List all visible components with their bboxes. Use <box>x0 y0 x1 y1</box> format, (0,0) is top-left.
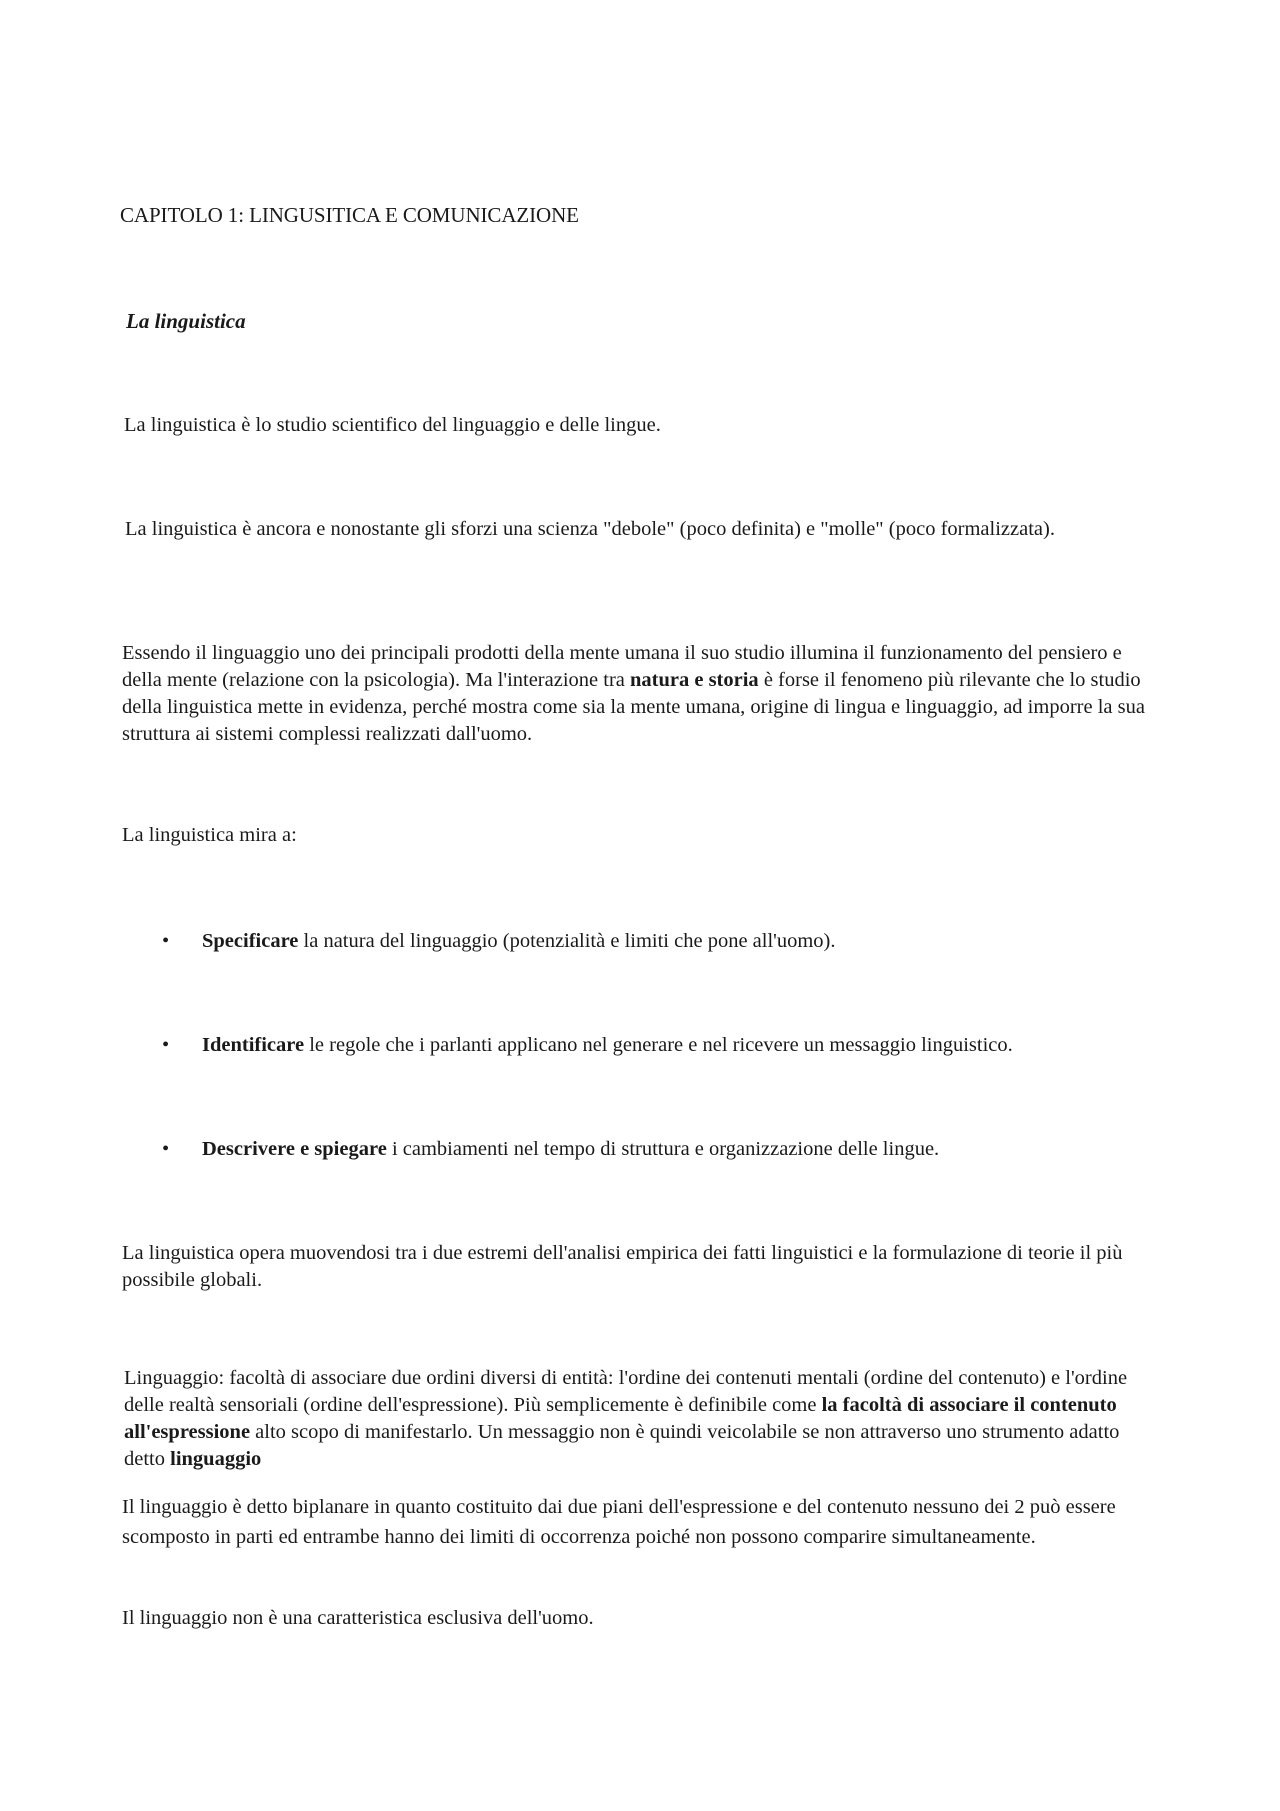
list-item <box>202 928 1182 955</box>
list-item-text: i cambiamenti nel tempo di struttura e organizzazione delle lingue. <box>386 1138 940 1160</box>
paragraph-definition: La linguistica è lo studio scientifico del linguaggio e delle lingue. <box>124 414 661 436</box>
p3-text-b: è forse il fenomeno più rilevante che lo studio della linguistica mette in evidenza, perché mostra come sia la mente umana, origine di lingua e linguaggio, ad imporre la sua struttura ai sistemi complessi realizzati dall'uomo. <box>122 669 1145 745</box>
list-item-text: la natura del linguaggio (potenzialità e limiti che pone all'uomo). <box>298 930 836 952</box>
list-item-bold: Specificare <box>202 930 299 952</box>
chapter-title: CAPITOLO 1: LINGUSITICA E COMUNICAZIONE <box>120 203 579 227</box>
list-item-bold: Identificare <box>202 1034 305 1056</box>
p6-bold-2: linguaggio <box>170 1448 262 1470</box>
list-item-bold: Descrivere e spiegare <box>202 1138 387 1160</box>
bullet-marker: • <box>162 1034 170 1056</box>
list-item <box>202 1032 1182 1059</box>
paragraph-mind <box>122 640 1162 748</box>
bullet-marker: • <box>162 930 170 952</box>
p6-bold-1: la facoltà di associare il contenuto all'espressione <box>124 1394 1117 1443</box>
paragraph-aims-intro: La linguistica mira a: <box>122 824 297 846</box>
paragraph-weak-science: La linguistica è ancora e nonostante gli sforzi una scienza "debole" (poco definita) e "molle" (poco formalizzata). <box>125 518 1055 540</box>
paragraph-not-exclusive: Il linguaggio non è una caratteristica esclusiva dell'uomo. <box>122 1607 594 1629</box>
list-item <box>202 1136 1182 1163</box>
paragraph-empirical: La linguistica opera muovendosi tra i due estremi dell'analisi empirica dei fatti linguistici e la formulazione di teorie il più possibile globali. <box>122 1242 1123 1291</box>
paragraph-language-definition <box>124 1365 1164 1473</box>
list-item-text: le regole che i parlanti applicano nel generare e nel ricevere un messaggio linguistico. <box>304 1034 1013 1056</box>
bullet-marker: • <box>162 1138 170 1160</box>
paragraph-biplanar: Il linguaggio è detto biplanare in quanto costituito dai due piani dell'espressione e del contenuto nessuno dei 2 può essere scomposto in parti ed entrambe hanno dei limiti di occorrenza poiché non possono comparire simultaneamente. <box>122 1496 1116 1548</box>
section-subtitle: La linguistica <box>126 309 246 333</box>
p6-text-a: Linguaggio: facoltà di associare due ordini diversi di entità: l'ordine dei contenuti mentali (ordine del contenuto) e l'ordine delle realtà sensoriali (ordine dell'espressione). Più semplicemente è definibile come <box>124 1367 1128 1416</box>
p3-text-a: Essendo il linguaggio uno dei principali prodotti della mente umana il suo studio illumina il funzionamento del pensiero e della mente (relazione con la psicologia). Ma l'interazione tra <box>122 642 1122 691</box>
p3-bold: natura e storia <box>630 669 759 691</box>
p6-text-b: alto scopo di manifestarlo. Un messaggio non è quindi veicolabile se non attraverso uno strumento adatto detto <box>124 1421 1120 1470</box>
